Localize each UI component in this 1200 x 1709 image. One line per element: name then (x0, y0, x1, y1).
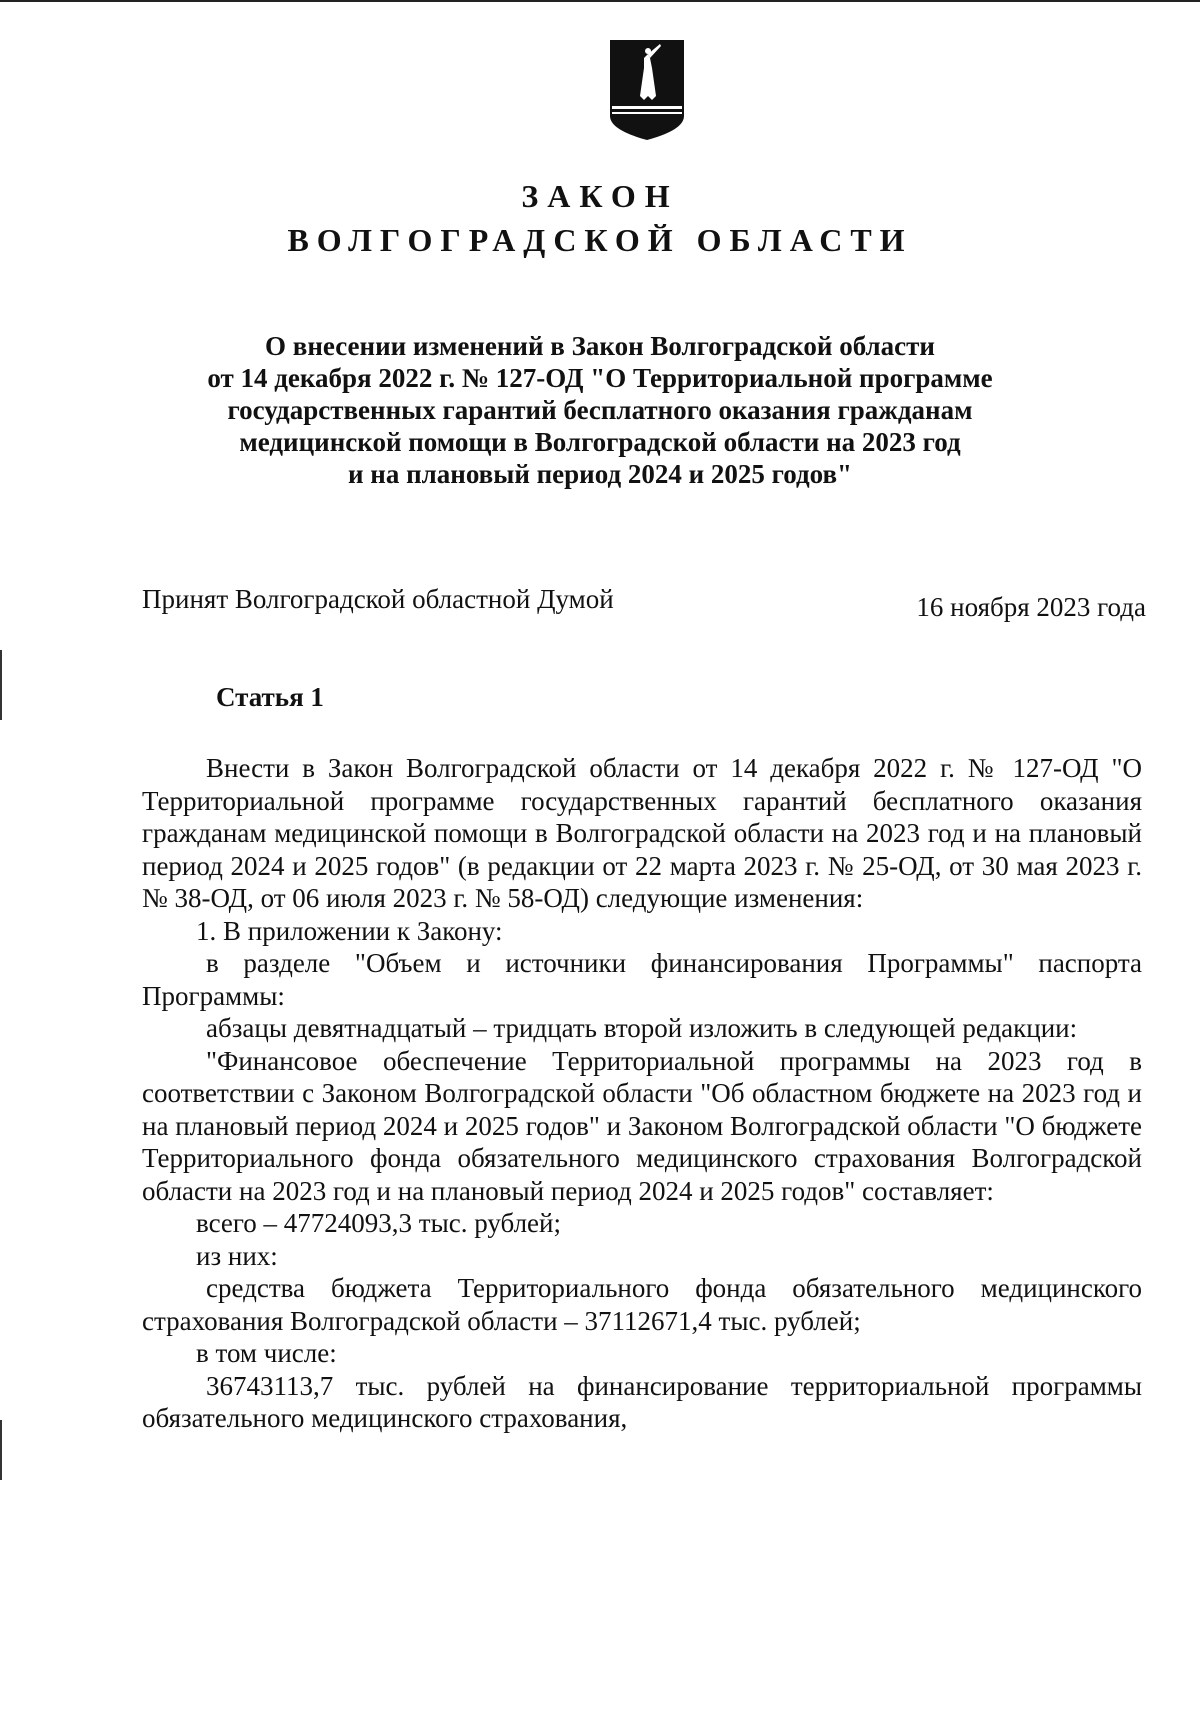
paragraph: 36743113,7 тыс. рублей на финансирование территориальной программы обязательного медицинского страхования, (142, 1370, 1142, 1433)
region-title: ВОЛГОГРАДСКОЙ ОБЛАСТИ (287, 222, 913, 258)
scan-edge-mark (0, 1420, 2, 1480)
subtitle-line: и на плановый период 2024 и 2025 годов" (347, 459, 853, 489)
article-body (142, 752, 1142, 1435)
law-subtitle (200, 330, 1000, 490)
paragraph: абзацы девятнадцатый – тридцать второй изложить в следующей редакции: (206, 1013, 1078, 1043)
subtitle-line: медицинской помощи в Волгоградской области на 2023 год (239, 427, 961, 457)
adoption-body: Принят Волгоградской областной Думой (142, 584, 614, 614)
article-heading: Статья 1 (216, 682, 324, 712)
subtitle-line: государственных гарантий бесплатного оказания гражданам (227, 395, 973, 425)
subtitle-line: от 14 декабря 2022 г. № 127-ОД "О Территориальной программе (207, 363, 993, 393)
subtitle-line: О внесении изменений в Закон Волгоградской области (265, 331, 935, 361)
scan-edge-mark (0, 650, 2, 720)
paragraph: "Финансовое обеспечение Территориальной программы на 2023 год в соответствии с Законом Волгоградской области "Об областном бюджете на 2023 год и на плановый период 2024 и 2025 годов" и Законом Волгоградской области "О бюджете Территориального фонда обязательного медицинского страхования Волгоградской области на 2023 год и на плановый период 2024 и 2025 годов" составляет: (142, 1045, 1142, 1206)
scan-edge-line (0, 0, 1200, 2)
paragraph: всего – 47724093,3 тыс. рублей; (196, 1208, 561, 1238)
paragraph: из них: (196, 1240, 278, 1271)
paragraph: в разделе "Объем и источники финансирования Программы" паспорта Программы: (142, 948, 1142, 1011)
law-title: ЗАКОН (521, 178, 679, 214)
paragraph: 1. В приложении к Закону: (196, 915, 503, 946)
coat-of-arms-emblem (608, 38, 686, 142)
paragraph: средства бюджета Территориального фонда обязательного медицинского страхования Волгоградской области – 37112671,4 тыс. рублей; (142, 1273, 1142, 1336)
paragraph: Внести в Закон Волгоградской области от 14 декабря 2022 г. № 127-ОД "О Территориальной программе государственных гарантий бесплатного оказания гражданам медицинской помощи в Волгоградской области на 2023 год и на плановый период 2024 и 2025 годов" (в редакции от 22 марта 2023 г. № 25-ОД, от 30 мая 2023 г. № 38-ОД, от 06 июля 2023 г. № 58-ОД) следующие изменения: (142, 753, 1142, 913)
paragraph: в том числе: (196, 1338, 337, 1368)
adoption-date: 16 ноября 2023 года (916, 592, 1146, 622)
